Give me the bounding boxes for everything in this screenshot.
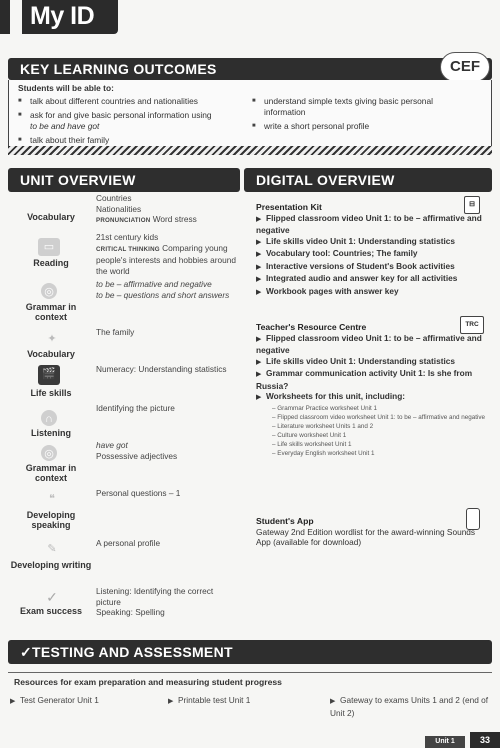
testing-header: ✓TESTING AND ASSESSMENT	[8, 640, 492, 664]
key-learning-left-list	[18, 96, 243, 149]
presentation-kit-title: Presentation Kit	[256, 202, 322, 212]
row-label-reading: Reading	[33, 258, 69, 268]
worksheet-item: – Life skills worksheet Unit 1	[272, 440, 352, 448]
presentation-item: ▶ Interactive versions of Student's Book activities	[256, 260, 455, 271]
presentation-item: ▶ Vocabulary tool: Countries; The family	[256, 248, 418, 258]
worksheet-item: – Flipped classroom video worksheet Unit 1: to be – affirmative and negative	[272, 413, 486, 421]
presentation-kit-section	[256, 202, 486, 298]
page-number: 33	[470, 732, 500, 748]
trc-badge: TRC	[460, 316, 484, 334]
row-content-life-skills: Numeracy: Understanding statistics	[96, 364, 227, 374]
cef-badge: CEF	[440, 52, 490, 82]
presentation-item: ▶ Life skills video Unit 1: Understanding statistics	[256, 235, 456, 246]
row-content-reading: 21st century kids CRITICAL THINKING Comparing young people's interests and hobbies around the world	[96, 232, 236, 276]
row-label-grammar: Grammar in context	[25, 302, 77, 322]
testing-divider	[8, 672, 492, 673]
writing-pen-icon: ✎	[47, 543, 57, 555]
row-content-writing: A personal profile	[96, 538, 161, 548]
digital-overview-header: DIGITAL OVERVIEW	[244, 168, 492, 192]
outcome-item: ■ understand simple texts giving basic personal information	[252, 96, 452, 118]
testing-subtitle: Resources for exam preparation and measuring student progress	[14, 677, 282, 687]
row-label-vocabulary: Vocabulary	[27, 212, 75, 222]
trc-item: ▶ Grammar communication activity Unit 1: Is she from Russia?	[256, 368, 473, 391]
unit-overview-header: UNIT OVERVIEW	[8, 168, 240, 192]
worksheet-item: – Grammar Practice worksheet Unit 1	[272, 404, 377, 412]
trc-title: Teacher's Resource Centre	[256, 322, 367, 332]
row-label-vocabulary-2: Vocabulary	[27, 349, 75, 359]
row-content-speaking: Personal questions – 1	[96, 488, 181, 498]
vocabulary-icon: ✦	[47, 333, 57, 345]
unit-title: My ID	[30, 2, 95, 30]
hatched-divider	[8, 146, 492, 155]
presentation-kit-icon: ⊟	[464, 196, 480, 214]
worksheet-item: – Culture worksheet Unit 1	[272, 431, 347, 439]
footer-unit-label: Unit 1	[425, 736, 465, 748]
outcome-item: ■ talk about their family	[18, 135, 243, 146]
students-app-title: Student's App	[256, 516, 314, 526]
row-content-exam-success: Listening: Identifying the correct picture Speaking: Spelling	[96, 586, 214, 617]
outcome-item: ■ talk about different countries and nationalities	[18, 96, 243, 107]
outcome-item: ■ ask for and give basic personal information using to be and have got	[18, 110, 243, 132]
unit-title-tab	[0, 0, 118, 34]
reading-icon: ▭	[38, 238, 60, 256]
row-content-listening: Identifying the picture	[96, 403, 175, 413]
worksheet-item: – Everyday English worksheet Unit 1	[272, 449, 375, 457]
presentation-item: ▶ Integrated audio and answer key for all activities	[256, 273, 458, 283]
worksheet-item: – Literature worksheet Units 1 and 2	[272, 422, 374, 430]
video-clapper-icon: 🎬	[38, 365, 60, 385]
grammar-icon-2: ◎	[41, 445, 57, 461]
grammar-icon: ◎	[41, 283, 57, 299]
row-label-exam-success: Exam success	[19, 606, 83, 616]
trc-section	[256, 322, 486, 458]
row-content-grammar-2: have got Possessive adjectives	[96, 440, 178, 461]
key-learning-header: KEY LEARNING OUTCOMES	[8, 58, 492, 80]
title-bar-decoration	[10, 0, 22, 34]
row-label-listening: Listening	[31, 428, 71, 438]
key-learning-right-list	[252, 96, 452, 135]
row-label-speaking: Developing speaking	[26, 510, 76, 530]
testing-item: ▶ Printable test Unit 1	[168, 695, 251, 705]
row-content-family: The family	[96, 327, 135, 337]
row-label-grammar-2: Grammar in context	[25, 463, 77, 483]
trc-item: ▶ Life skills video Unit 1: Understanding statistics	[256, 355, 456, 366]
checkmark-icon: ✓	[46, 589, 58, 605]
row-label-life-skills: Life skills	[30, 388, 72, 398]
students-app-section	[256, 516, 486, 548]
speaking-icon: ❝	[49, 493, 55, 505]
headphones-icon: ∩	[41, 410, 57, 426]
presentation-item: ▶ Flipped classroom video Unit 1: to be – affirmative and negative	[256, 212, 482, 235]
presentation-item: ▶ Workbook pages with answer key	[256, 285, 399, 296]
students-app-text: Gateway 2nd Edition wordlist for the award-winning Sounds App (available for download)	[256, 526, 476, 547]
key-learning-intro: Students will be able to:	[18, 83, 114, 93]
trc-item: ▶ Worksheets for this unit, including:	[256, 391, 406, 401]
row-content-grammar: to be – affirmative and negative to be – questions and short answers	[96, 279, 230, 300]
row-label-writing: Developing writing	[10, 560, 92, 570]
outcome-item: ■ write a short personal profile	[252, 121, 452, 132]
testing-item: ▶ Test Generator Unit 1	[10, 695, 99, 705]
testing-item: ▶ Gateway to exams Units 1 and 2 (end of Unit 2)	[330, 695, 489, 718]
row-content-vocabulary: Countries Nationalities PRONUNCIATION Word stress	[96, 193, 197, 224]
trc-item: ▶ Flipped classroom video Unit 1: to be – affirmative and negative	[256, 332, 482, 355]
